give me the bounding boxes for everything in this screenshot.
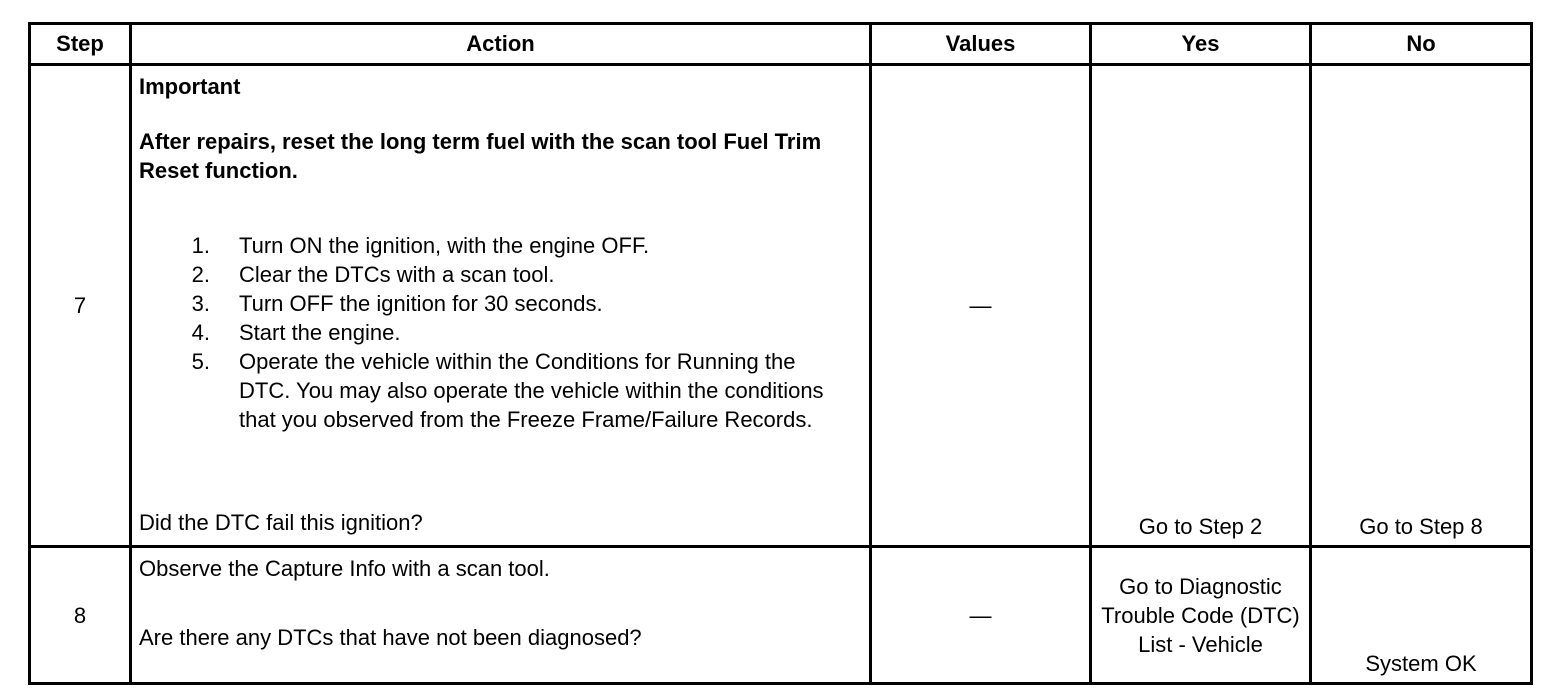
header-row bbox=[30, 24, 1532, 65]
header-no: No bbox=[1311, 24, 1532, 65]
action-cell bbox=[131, 65, 871, 547]
list-item-text: Turn ON the ignition, with the engine OFF. bbox=[239, 233, 650, 258]
list-item-number: 3. bbox=[191, 291, 210, 316]
procedure-list bbox=[139, 231, 861, 434]
list-item-number: 2. bbox=[191, 262, 210, 287]
list-item bbox=[139, 231, 861, 260]
table-row bbox=[30, 547, 1532, 684]
no-cell: System OK bbox=[1311, 547, 1532, 684]
list-item bbox=[139, 260, 861, 289]
list-item bbox=[139, 347, 861, 434]
question-text: Did the DTC fail this ignition? bbox=[139, 510, 423, 535]
header-values: Values bbox=[871, 24, 1091, 65]
yes-cell: Go to Step 2 bbox=[1091, 65, 1311, 547]
list-item-number: 4. bbox=[191, 320, 210, 345]
table-row bbox=[30, 65, 1532, 547]
list-item-text: Operate the vehicle within the Conditions for Running the DTC. You may also operate the vehicle within the conditions that you observed from the Freeze Frame/Failure Records. bbox=[239, 349, 824, 432]
list-item-number: 1. bbox=[191, 233, 210, 258]
step-number: 8 bbox=[30, 547, 131, 684]
values-cell: — bbox=[871, 547, 1091, 684]
list-item-text: Turn OFF the ignition for 30 seconds. bbox=[239, 291, 603, 316]
header-action: Action bbox=[131, 24, 871, 65]
yes-cell: Go to Diagnostic Trouble Code (DTC) List - Vehicle bbox=[1091, 547, 1311, 684]
no-cell: Go to Step 8 bbox=[1311, 65, 1532, 547]
list-item bbox=[139, 289, 861, 318]
instruction-text: Observe the Capture Info with a scan tool. bbox=[139, 556, 550, 581]
list-item bbox=[139, 318, 861, 347]
list-item-number: 5. bbox=[191, 349, 210, 374]
step-number: 7 bbox=[30, 65, 131, 547]
action-cell bbox=[131, 547, 871, 684]
values-cell: — bbox=[871, 65, 1091, 547]
list-item-text: Clear the DTCs with a scan tool. bbox=[239, 262, 555, 287]
question-text: Are there any DTCs that have not been diagnosed? bbox=[139, 625, 642, 650]
diagnostic-table bbox=[28, 22, 1533, 685]
important-label: Important bbox=[139, 74, 241, 99]
header-step: Step bbox=[30, 24, 131, 65]
header-yes: Yes bbox=[1091, 24, 1311, 65]
list-item-text: Start the engine. bbox=[239, 320, 401, 345]
important-text: After repairs, reset the long term fuel with the scan tool Fuel Trim Reset function. bbox=[139, 129, 822, 183]
